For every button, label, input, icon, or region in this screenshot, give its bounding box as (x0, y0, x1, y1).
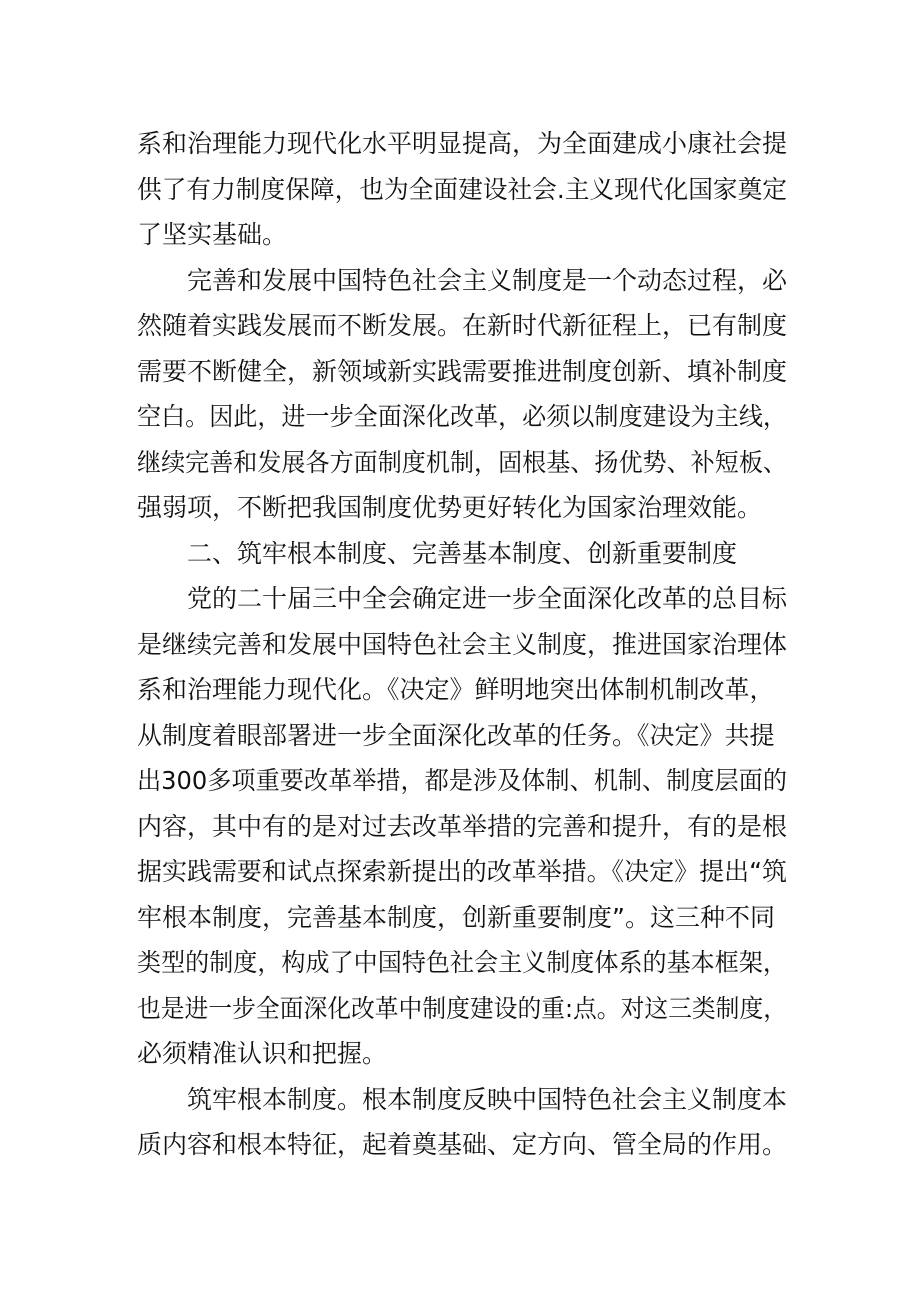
text-line: 是继续完善和发展中国特色社会主义制度，推进国家治理体 (137, 629, 788, 659)
text-line: 然随着实践发展而不断发展。在新时代新征程上，已有制度 (137, 311, 788, 340)
text-line: 继续完善和发展各方面制度机制，固根基、扬优势、补短板、 (137, 447, 787, 477)
text-line: 也是进一步全面深化改革中制度建设的重:点。对这三类制度， (137, 993, 788, 1023)
text-line: 必须精准认识和把握。 (137, 1039, 388, 1068)
text-line: 系和治理能力现代化。《决定》鲜明地突出体制机制改革， (137, 675, 775, 704)
section-heading: 二、筑牢根本制度、完善基本制度、创新重要制度 (187, 538, 738, 568)
document-body (137, 121, 787, 1168)
text-line-indented: 党的二十届三中全会确定进一步全面深化改革的总目标 (187, 584, 788, 613)
text-line: 据实践需要和试点探索新提出的改革举措。《决定》提出“筑 (137, 857, 788, 886)
text-line: 类型的制度，构成了中国特色社会主义制度体系的基本框架， (137, 948, 787, 977)
text-line: 质内容和根本特征，起着奠基础、定方向、管全局的作用。 (137, 1130, 788, 1159)
text-line: 出300多项重要改革举措，都是涉及体制、机制、制度层面的 (137, 766, 787, 795)
text-line: 内容，其中有的是对过去改革举措的完善和提升，有的是根 (137, 811, 788, 841)
text-line-indented: 筑牢根本制度。根本制度反映中国特色社会主义制度本 (187, 1084, 788, 1114)
text-line: 供了有力制度保障，也为全面建设社会.主义现代化国家奠定 (137, 174, 787, 204)
text-line: 了坚实基础。 (137, 220, 288, 249)
text-line: 从制度着眼部署进一步全面深化改革的任务。《决定》共提 (137, 720, 775, 750)
text-line: 系和治理能力现代化水平明显提高，为全面建成小康社会提 (137, 129, 788, 158)
text-line-indented: 完善和发展中国特色社会主义制度是一个动态过程，必 (187, 265, 788, 295)
text-line: 需要不断健全，新领域新实践需要推进制度创新、填补制度 (137, 356, 788, 386)
text-line: 空白。因此，进一步全面深化改革，必须以制度建设为主线， (137, 402, 787, 431)
text-line: 牢根本制度，完善基本制度，创新重要制度”。这三种不同 (137, 902, 775, 932)
text-line: 强弱项，不断把我国制度优势更好转化为国家治理效能。 (137, 493, 763, 522)
